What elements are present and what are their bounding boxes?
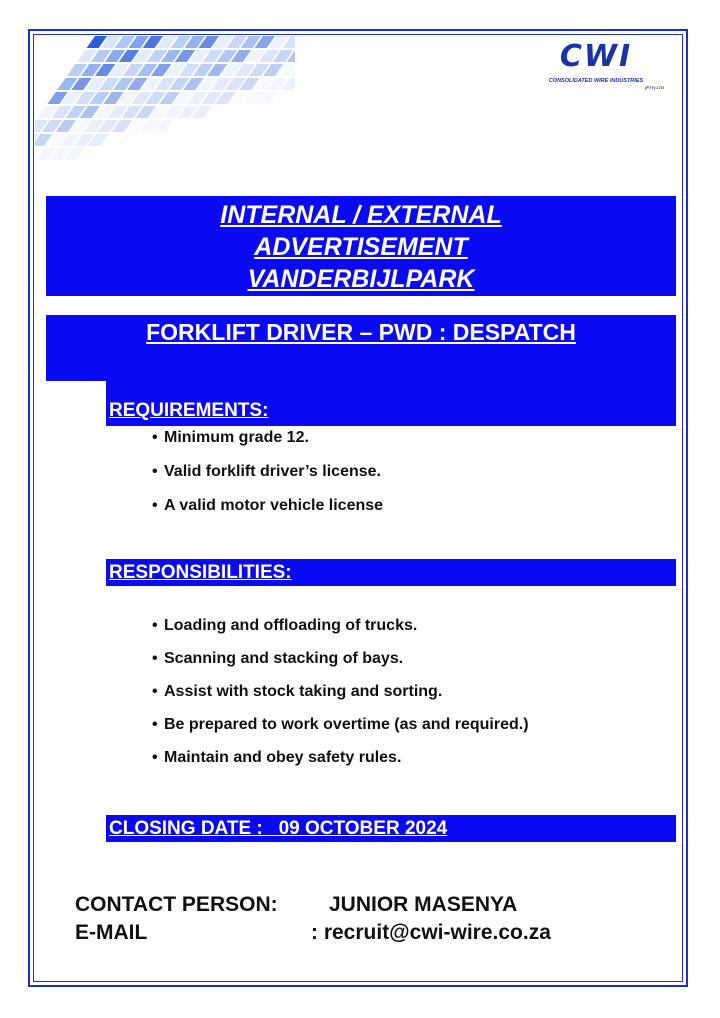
email-label: E-MAIL [75,921,148,944]
email-value[interactable]: : recruit@cwi-wire.co.za [311,921,551,944]
contact-person-label: CONTACT PERSON: [75,893,278,916]
company-logo [520,39,672,90]
list-item: • Valid forklift driver’s license. [152,463,381,480]
header-line-2: ADVERTISEMENT [254,233,468,261]
list-item: • Loading and offloading of trucks. [152,617,418,634]
contact-person-value: JUNIOR MASENYA [329,893,518,916]
header-line-3: VANDERBIJLPARK [247,265,475,293]
responsibilities-heading: RESPONSIBILITIES: [109,562,292,583]
list-item: • Scanning and stacking of bays. [152,650,404,667]
list-item: • Maintain and obey safety rules. [152,749,402,766]
contact-person-row [75,891,518,919]
decorative-mosaic [35,36,295,176]
list-item: • Be prepared to work overtime (as and required.) [152,716,529,733]
requirements-list [152,428,383,530]
header-line-1: INTERNAL / EXTERNAL [220,201,502,229]
list-item: • A valid motor vehicle license [152,497,384,514]
requirements-heading: REQUIREMENTS: [109,399,282,423]
logo-company-name: CONSOLIDATED WIRE INDUSTRIES [548,78,644,84]
job-title: FORKLIFT DRIVER – PWD : DESPATCH [146,319,576,345]
logo-mark: CWI [559,39,633,74]
responsibilities-list [152,616,529,781]
list-item: • Assist with stock taking and sorting. [152,683,443,700]
email-row [75,919,551,947]
logo-suffix: (PTY) LTD [644,85,664,90]
list-item: • Minimum grade 12. [152,429,309,446]
closing-date: CLOSING DATE : 09 OCTOBER 2024 [109,818,448,839]
